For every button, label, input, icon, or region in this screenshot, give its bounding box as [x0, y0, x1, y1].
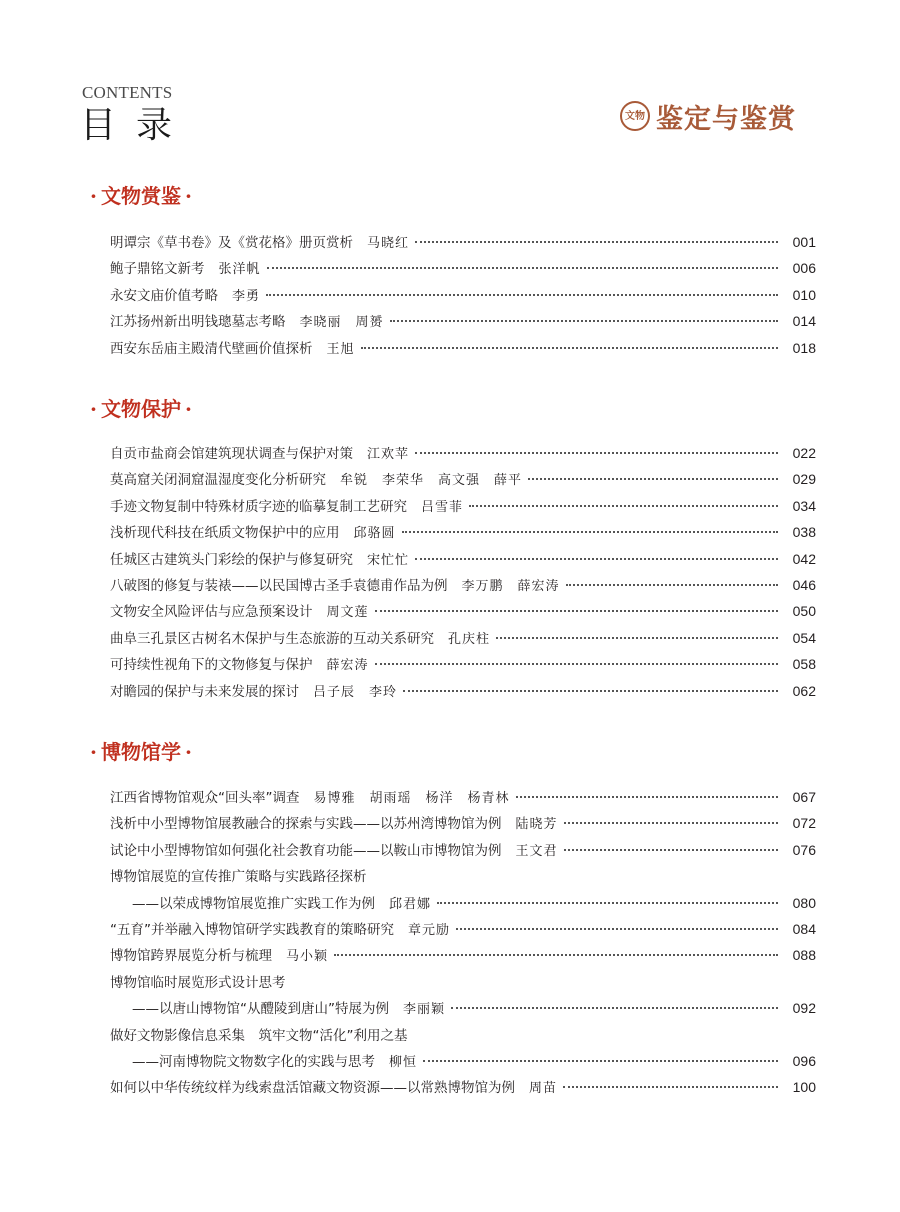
section-title-text: 博物馆学 [100, 740, 181, 764]
toc-entry-authors: 周苗 [529, 1081, 558, 1097]
dot-leader [563, 1086, 778, 1088]
toc-entry-title: ——河南博物院文物数字化的实践与思考 [132, 1053, 375, 1070]
dot-leader [528, 478, 778, 480]
toc-entry[interactable] [110, 1076, 816, 1102]
dot-leader [375, 610, 778, 612]
section-title-text: 文物赏鉴 [100, 184, 181, 208]
toc-entry[interactable] [110, 257, 816, 283]
page-title: 目录 [80, 105, 193, 146]
toc-entry-page: 088 [792, 947, 816, 964]
dot-leader [390, 320, 778, 322]
toc-entry-authors: 牟锐 李荣华 高文强 薛平 [340, 473, 523, 489]
toc-list [110, 786, 816, 1103]
toc-entry-authors: 章元励 [408, 922, 451, 938]
toc-entry-page: 067 [792, 789, 816, 805]
toc-entry[interactable] [110, 468, 816, 494]
toc-entry-title: ——以荣成博物馆展览推广实践工作为例 [132, 895, 375, 912]
dot-leader [334, 954, 778, 956]
logo-text: 鉴定与鉴赏 [656, 103, 796, 135]
toc-entry[interactable] [110, 839, 816, 865]
toc-entry-title: 博物馆跨界展览分析与梳理 [110, 948, 272, 965]
toc-entry[interactable] [110, 918, 816, 944]
toc-entry-title: 文物安全风险评估与应急预案设计 [110, 604, 313, 621]
dot-leader [403, 690, 778, 692]
dot-leader [469, 505, 778, 507]
toc-entry-page: 076 [792, 841, 816, 858]
toc-entry-page: 029 [792, 471, 816, 488]
toc-entry-title: 浅析现代科技在纸质文物保护中的应用 [110, 525, 340, 542]
journal-logo [620, 96, 820, 136]
toc-entry-authors: 江欢苹 [367, 447, 410, 462]
toc-entry-page: 038 [792, 524, 816, 541]
toc-entry-page: 018 [792, 339, 816, 356]
logo-seal-icon: 文物 [620, 101, 650, 131]
toc-entry[interactable] [110, 812, 816, 838]
toc-entry-authors: 吕雪菲 [421, 499, 464, 515]
toc-entry-authors: 邱君娜 [389, 896, 432, 912]
toc-entry-authors: 王文君 [515, 843, 558, 859]
toc-entry-page: 001 [792, 234, 816, 250]
toc-entry[interactable] [110, 1050, 816, 1076]
toc-entry-title: 博物馆临时展览形式设计思考 [110, 974, 286, 991]
toc-entry-page: 080 [792, 894, 816, 911]
toc-entry-authors: 张洋帆 [218, 262, 261, 278]
toc-entry[interactable] [110, 284, 816, 310]
dot-leader [361, 347, 778, 349]
toc-entry-authors: 邱骆圆 [353, 526, 396, 542]
dot-leader [496, 637, 778, 639]
dot-leader [266, 294, 778, 296]
toc-entry[interactable] [110, 548, 816, 574]
toc-entry-authors: 马晓红 [367, 236, 410, 251]
toc-entry-title: 手迹文物复制中特殊材质字迹的临摹复制工艺研究 [110, 498, 407, 515]
toc-entry-page: 006 [792, 260, 816, 277]
toc-entry[interactable] [110, 865, 816, 891]
toc-entry-title: 永安文庙价值考略 [110, 287, 218, 304]
section-title: · 文物保护 · [90, 397, 192, 421]
toc-entry-title: 试论中小型博物馆如何强化社会教育功能——以鞍山市博物馆为例 [110, 842, 502, 859]
contents-label: CONTENTS [82, 83, 173, 102]
toc-entry-title: 曲阜三孔景区古树名木保护与生态旅游的互动关系研究 [110, 630, 434, 647]
dot-leader [267, 267, 778, 269]
toc-entry[interactable] [110, 337, 816, 363]
toc-entry-page: 010 [792, 286, 816, 303]
toc-entry[interactable] [110, 680, 816, 706]
toc-entry-page: 014 [792, 313, 816, 330]
toc-entry-title: 西安东岳庙主殿清代壁画价值探析 [110, 340, 313, 357]
dot-leader [423, 1060, 778, 1062]
toc-entry[interactable] [110, 892, 816, 918]
toc-entry-page: 100 [792, 1079, 816, 1096]
dot-leader [516, 796, 778, 798]
toc-entry-authors: 周文莲 [326, 605, 369, 621]
toc-entry-title: 对瞻园的保护与未来发展的探讨 [110, 683, 299, 700]
toc-entry[interactable] [110, 600, 816, 626]
section-title-text: 文物保护 [100, 397, 181, 421]
toc-entry[interactable] [110, 944, 816, 970]
toc-entry-title: 江西省博物馆观众“回头率”调查 [110, 790, 300, 806]
toc-entry-authors: 陆晓芳 [515, 817, 558, 833]
toc-entry[interactable] [110, 997, 816, 1023]
toc-entry-title: 鲍子鼎铭文新考 [110, 261, 205, 278]
toc-entry-title: 明谭宗《草书卷》及《赏花格》册页赏析 [110, 235, 353, 251]
dot-leader [402, 531, 778, 533]
dot-leader [456, 928, 778, 930]
dot-leader [564, 822, 778, 824]
toc-entry-title: “五育”并举融入博物馆研学实践教育的策略研究 [110, 921, 394, 938]
toc-entry[interactable] [110, 231, 816, 257]
toc-entry[interactable] [110, 971, 816, 997]
toc-entry-authors: 李晓丽 周赟 [299, 315, 384, 331]
dot-leader [451, 1007, 778, 1009]
toc-entry-authors: 孔庆柱 [448, 631, 491, 647]
toc-entry-title: ——以唐山博物馆“从醴陵到唐山”特展为例 [132, 1001, 389, 1018]
toc-entry-title: 莫高窟关闭洞窟温湿度变化分析研究 [110, 472, 326, 489]
toc-entry-page: 046 [792, 576, 816, 593]
toc-entry-page: 058 [792, 656, 816, 673]
toc-entry-page: 034 [792, 497, 816, 514]
toc-entry[interactable] [110, 310, 816, 336]
toc-entry-authors: 吕子辰 李玲 [313, 684, 398, 700]
toc-entry-page: 054 [792, 629, 816, 646]
toc-entry-page: 062 [792, 682, 816, 699]
toc-entry-authors: 王旭 [326, 341, 355, 357]
toc-entry-title: 八破图的修复与装裱——以民国博古圣手袁德甫作品为例 [110, 577, 448, 594]
toc-entry-title: 自贡市盐商会馆建筑现状调查与保护对策 [110, 446, 353, 462]
toc-entry-title: 可持续性视角下的文物修复与保护 [110, 657, 313, 674]
toc-entry[interactable] [110, 627, 816, 653]
dot-leader [437, 902, 778, 904]
dot-leader [375, 663, 778, 665]
toc-entry[interactable] [110, 1024, 816, 1050]
toc-entry[interactable] [110, 495, 816, 521]
dot-leader [564, 849, 778, 851]
toc-entry-title: 浅析中小型博物馆展教融合的探索与实践——以苏州湾博物馆为例 [110, 816, 502, 833]
toc-entry-authors: 薛宏涛 [326, 658, 369, 674]
toc-entry-page: 084 [792, 920, 816, 937]
toc-entry-title: 江苏扬州新出明钱璁墓志考略 [110, 314, 286, 331]
section-title: · 博物馆学 · [90, 740, 192, 764]
toc-entry-title: 博物馆展览的宣传推广策略与实践路径探析 [110, 869, 367, 886]
section-title: · 文物赏鉴 · [90, 184, 192, 208]
toc-entry-title: 如何以中华传统纹样为线索盘活馆藏文物资源——以常熟博物馆为例 [110, 1080, 515, 1097]
toc-entry-authors: 马小颖 [286, 949, 329, 965]
toc-entry-authors: 李万鹏 薛宏涛 [461, 578, 560, 594]
toc-entry-title: 做好文物影像信息采集 筑牢文物“活化”利用之基 [110, 1027, 408, 1044]
toc-list [110, 231, 816, 363]
toc-entry[interactable] [110, 786, 816, 812]
toc-entry-authors: 柳恒 [389, 1054, 418, 1070]
toc-entry[interactable] [110, 442, 816, 468]
toc-entry-page: 042 [792, 550, 816, 567]
toc-entry[interactable] [110, 574, 816, 600]
dot-leader [566, 584, 778, 586]
toc-entry-authors: 宋忙忙 [367, 552, 410, 568]
toc-entry-authors: 李勇 [232, 288, 261, 304]
toc-entry-page: 022 [792, 445, 816, 461]
dot-leader [415, 452, 778, 454]
toc-entry[interactable] [110, 653, 816, 679]
toc-entry-page: 072 [792, 815, 816, 832]
dot-leader [415, 558, 778, 560]
toc-entry[interactable] [110, 521, 816, 547]
toc-entry-page: 096 [792, 1052, 816, 1069]
toc-entry-page: 092 [792, 1000, 816, 1017]
toc-entry-title: 任城区古建筑头门彩绘的保护与修复研究 [110, 551, 353, 568]
dot-leader [415, 241, 778, 243]
toc-entry-authors: 易博雅 胡雨瑶 杨洋 杨青林 [313, 791, 510, 806]
toc-list [110, 442, 816, 706]
toc-entry-page: 050 [792, 603, 816, 620]
toc-entry-authors: 李丽颖 [403, 1002, 446, 1018]
